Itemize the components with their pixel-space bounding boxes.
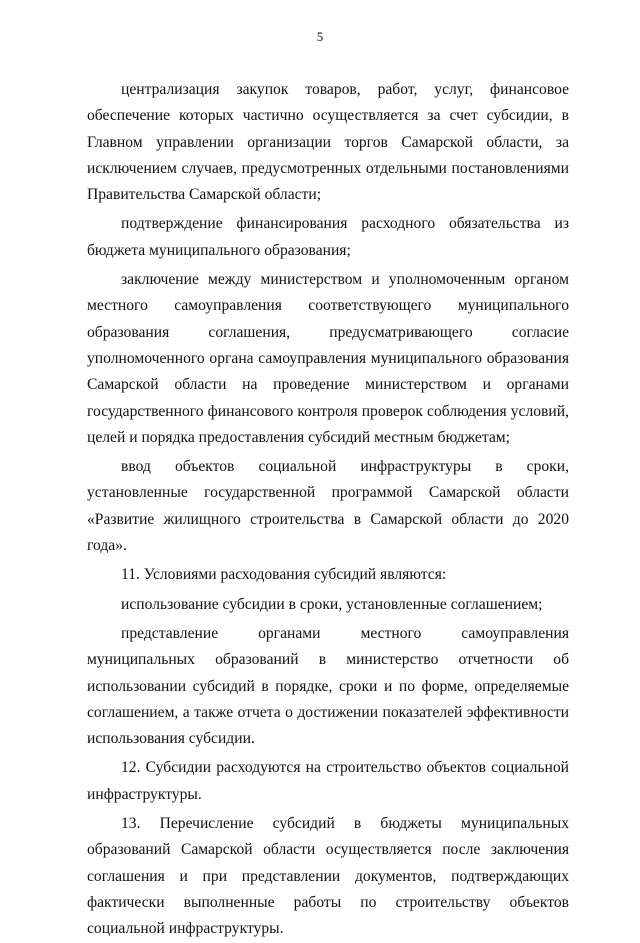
paragraph-13: 13. Перечисление субсидий в бюджеты муниципальных образований Самарской области осуществляется после заключения соглашения и при представлении документов, подтверждающих фактически выполненные работы по строительству объектов социальной инфраструктуры. xyxy=(87,815,569,938)
page-number: 5 xyxy=(316,29,324,44)
paragraph-12: 12. Субсидии расходуются на строительство объектов социальной инфраструктуры. xyxy=(87,759,569,803)
paragraph-subsidy-usage: использование субсидии в сроки, установленные соглашением; xyxy=(121,595,543,613)
paragraph-11-heading: 11. Условиями расходования субсидий являются: xyxy=(121,566,447,584)
paragraph-reporting: представление органами местного самоуправления муниципальных образований в министерство отчетности об использовании субсидий в порядке, сроки и по форме, определяемые соглашением, а также отчета о достижении показателей эффективности использования субсидии. xyxy=(87,624,569,748)
paragraph-agreement: заключение между министерством и уполномоченным органом местного самоуправления соответствующего муниципального образования соглашения, предусматривающего согласие уполномоченного органа самоуправления муниципального образования Самарской области на проведение министерством и органами государственного финансового контроля проверок соблюдения условий, целей и порядка предоставления субсидий местным бюджетам; xyxy=(87,271,569,446)
paragraph-financing-confirmation: подтверждение финансирования расходного обязательства из бюджета муниципального образования; xyxy=(87,215,569,259)
paragraph-centralization: централизация закупок товаров, работ, услуг, финансовое обеспечение которых частично осуществляется за счет субсидии, в Главном управлении организации торгов Самарской области, за исключением случаев, предусмотренных отдельными постановлениями Правительства Самарской области; xyxy=(87,81,569,204)
document-body xyxy=(87,77,569,943)
paragraph-commissioning: ввод объектов социальной инфраструктуры в сроки, установленные государственной программой Самарской области «Развитие жилищного строительства в Самарской области до 2020 года». xyxy=(87,458,569,555)
